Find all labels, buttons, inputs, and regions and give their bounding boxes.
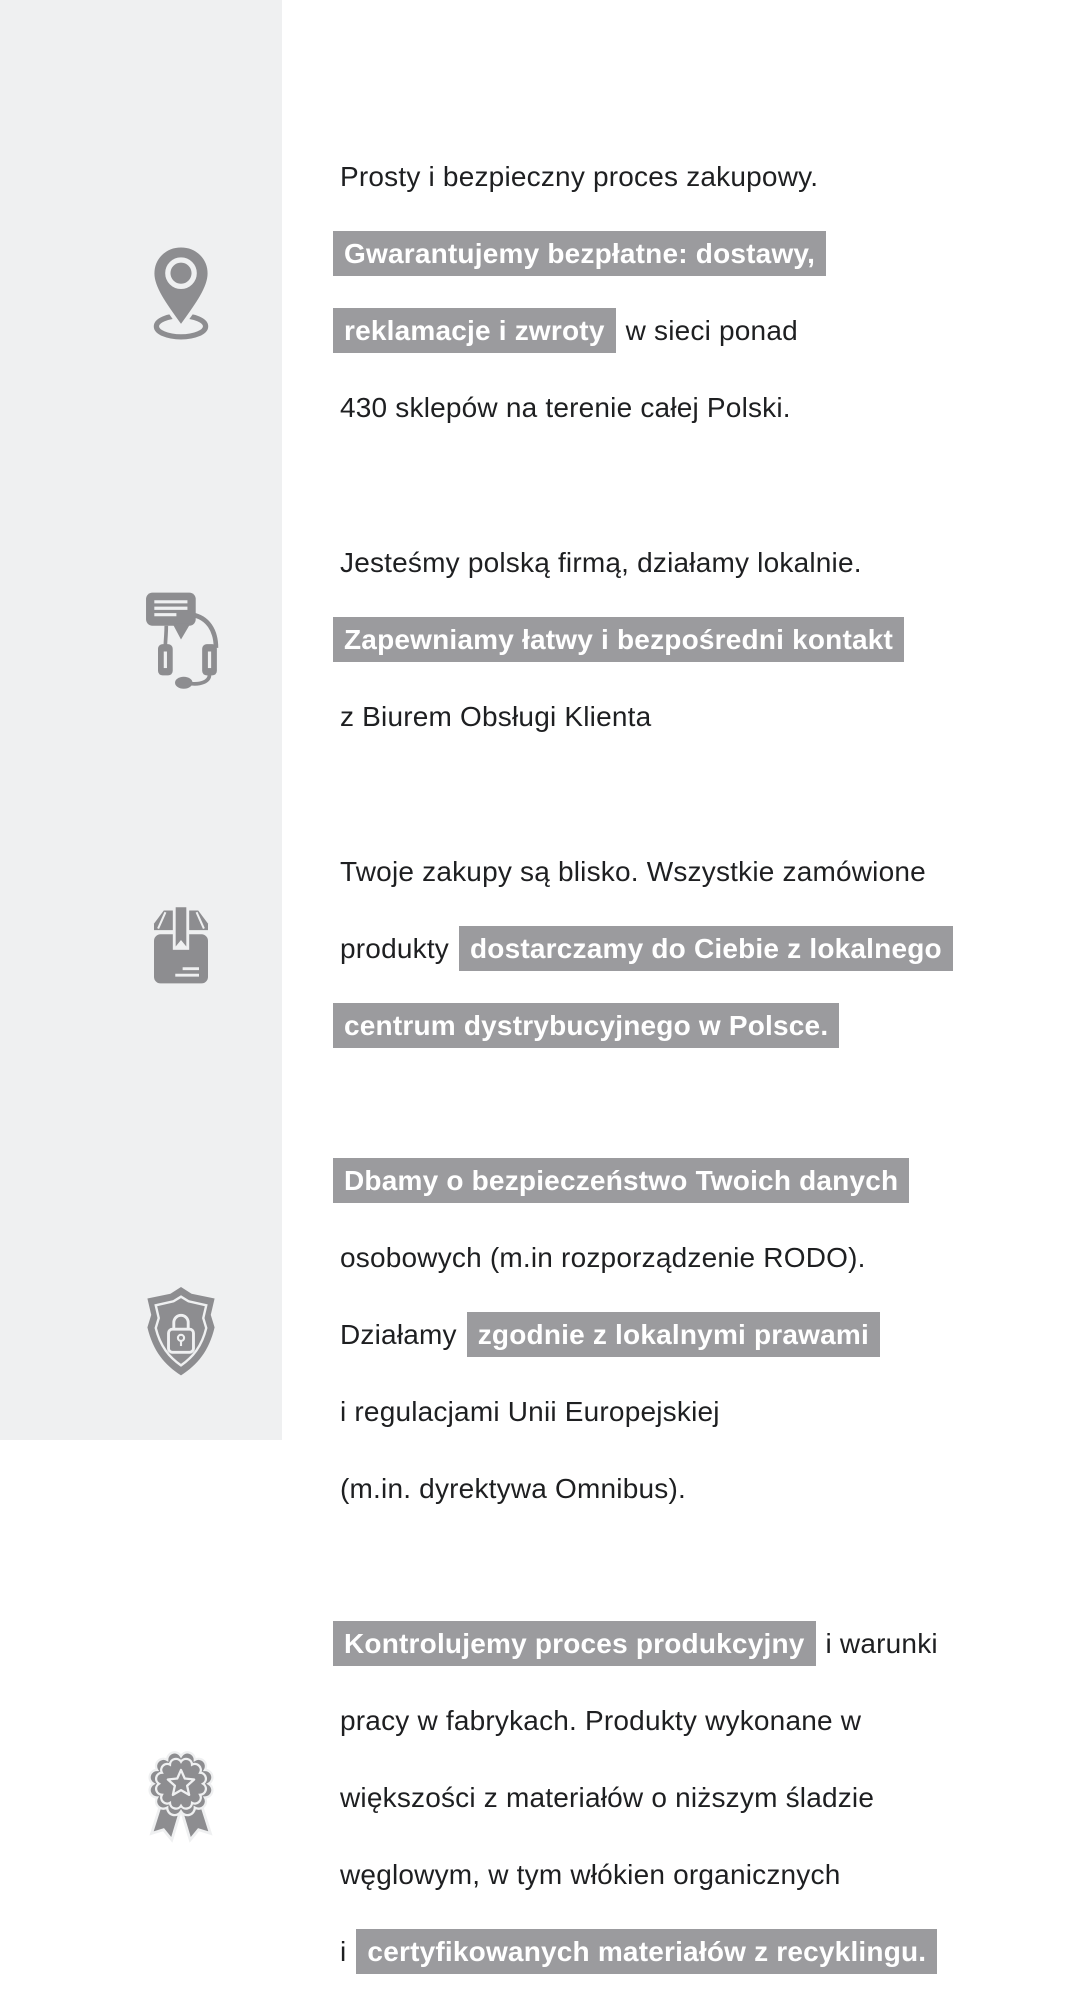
feature-data-security [0,1128,1080,1541]
text-segment: (m.in. dyrektywa Omnibus). [340,1472,686,1504]
text-segment: i regulacjami Unii Europejskiej [340,1395,720,1427]
highlighted-text-segment: Zapewniamy łatwy i bezpośredni kontakt [333,617,904,662]
text-line [333,692,1080,741]
award-ribbon-icon [135,1745,227,1851]
headset-chat-icon [135,587,227,693]
text-segment: Działamy [340,1318,457,1350]
feature-shopping-process [0,124,1080,460]
text-line [333,924,1080,973]
text-line [333,538,1080,587]
text-line [333,1619,1080,1668]
text-segment: i warunki [825,1627,938,1659]
highlighted-text-segment: certyfikowanych materiałów z recyklingu. [356,1929,937,1974]
text-line [333,152,1080,201]
text-line [333,1233,1080,1282]
highlighted-text-segment: zgodnie z lokalnymi prawami [467,1312,880,1357]
text-segment: Prosty i bezpieczny proces zakupowy. [340,160,819,192]
text-line [333,1927,1080,1976]
text-segment: węglowym, w tym włókien organicznych [340,1858,841,1890]
text-line [333,229,1080,278]
text-line [333,306,1080,355]
text-segment: większości z materiałów o niższym śladzie [340,1781,875,1813]
text-line [333,1773,1080,1822]
highlighted-text-segment: centrum dystrybucyjnego w Polsce. [333,1003,839,1048]
text-line [333,383,1080,432]
highlighted-text-segment: Dbamy o bezpieczeństwo Twoich danych [333,1158,909,1203]
text-segment: Jesteśmy polską firmą, działamy lokalnie. [340,546,862,578]
text-segment: Twoje zakupy są blisko. Wszystkie zamówione [340,855,926,887]
package-icon [140,904,222,994]
text-line [333,1310,1080,1359]
text-line [333,1464,1080,1513]
text-segment: osobowych (m.in rozporządzenie RODO). [340,1241,866,1273]
feature-local-delivery [0,819,1080,1078]
text-line [333,1696,1080,1745]
location-pin-icon [137,242,225,343]
text-line [333,1387,1080,1436]
text-segment: 430 sklepów na terenie całej Polski. [340,391,791,423]
highlighted-text-segment: Kontrolujemy proces produkcyjny [333,1621,816,1666]
text-line [333,1850,1080,1899]
text-segment: produkty [340,932,449,964]
highlighted-text-segment: reklamacje i zwroty [333,308,616,353]
text-line [333,1156,1080,1205]
text-segment: i [340,1935,347,1967]
highlighted-text-segment: dostarczamy do Ciebie z lokalnego [459,926,953,971]
highlighted-text-segment: Gwarantujemy bezpłatne: dostawy, [333,231,826,276]
text-line [333,1001,1080,1050]
text-line [333,847,1080,896]
text-segment: w sieci ponad [625,314,798,346]
feature-production-quality [0,1591,1080,2004]
text-segment: pracy w fabrykach. Produkty wykonane w [340,1704,862,1736]
text-line [333,615,1080,664]
text-segment: z Biurem Obsługi Klienta [340,700,652,732]
feature-customer-contact [0,510,1080,769]
shield-lock-icon [133,1282,229,1388]
